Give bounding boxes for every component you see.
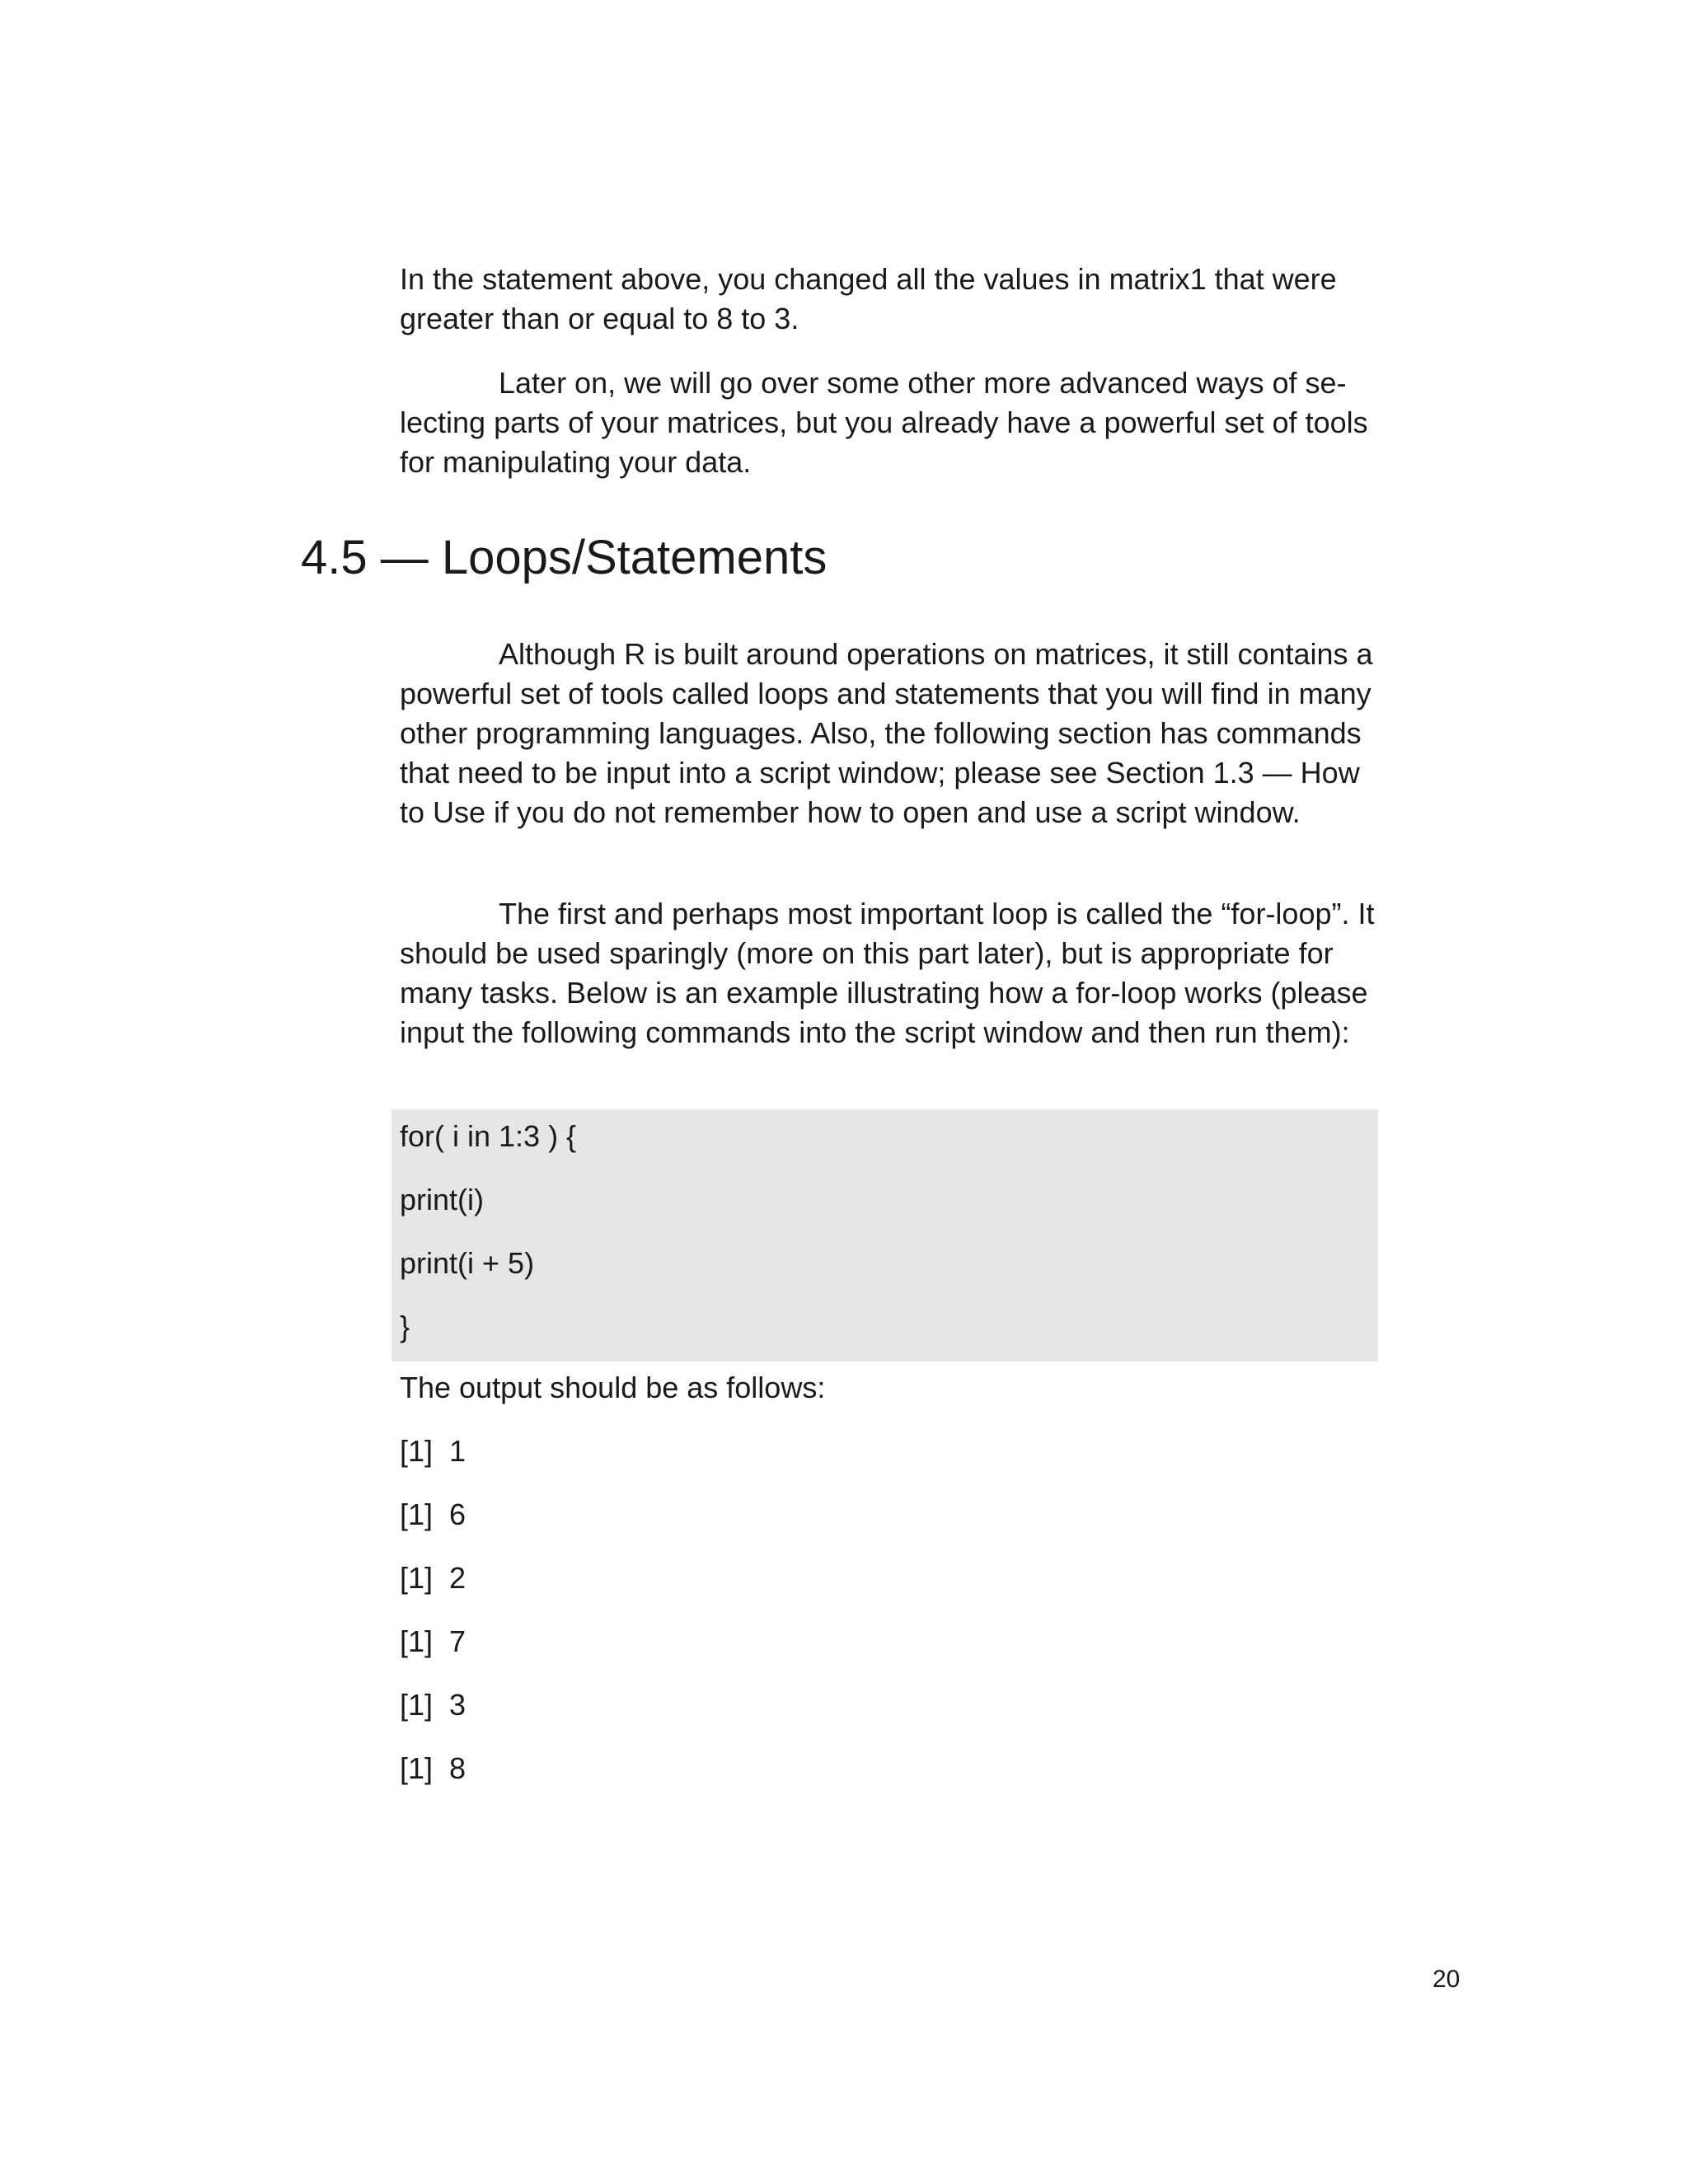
output-line: [1] 2 — [400, 1561, 467, 1595]
code-line: print(i) — [400, 1183, 485, 1216]
code-line: } — [400, 1310, 410, 1343]
page-number: 20 — [1432, 1966, 1461, 1993]
paragraph-advanced-selection: Later on, we will go over some other more advanced ways of se- lecting parts of your matrices, but you already have a powerful set of tools for manipulating your data. — [400, 366, 1368, 479]
paragraph-for-loop: The first and perhaps most important loop is called the “for-loop”. It should be used sparingly (more on this part later), but is appropriate for many tasks. Below is an example illustrating how a for-loop works (please input the following commands into the script window and then run them): — [400, 897, 1375, 1049]
code-line: for( i in 1:3 ) { — [400, 1119, 577, 1153]
output-line: [1] 6 — [400, 1497, 467, 1531]
section-heading: 4.5 — Loops/Statements — [301, 531, 828, 584]
paragraph-matrix-change: In the statement above, you changed all the values in matrix1 that were greater than or equal to 8 to 3. — [400, 262, 1337, 335]
output-line: [1] 1 — [400, 1434, 467, 1468]
output-line: [1] 7 — [400, 1624, 467, 1658]
output-line: [1] 8 — [400, 1751, 467, 1785]
output-line: [1] 3 — [400, 1688, 467, 1722]
code-line: print(i + 5) — [400, 1246, 535, 1280]
code-block — [392, 1109, 1378, 1361]
output-intro: The output should be as follows: — [400, 1371, 826, 1404]
paragraph-loops-intro: Although R is built around operations on matrices, it still contains a powerful set of tools called loops and statements that you will find in many other programming languages. Also, the following section has commands that need to be input into a script window; please see Section 1.3 — How to Use if you do not remember how to open and use a script window. — [400, 637, 1373, 829]
